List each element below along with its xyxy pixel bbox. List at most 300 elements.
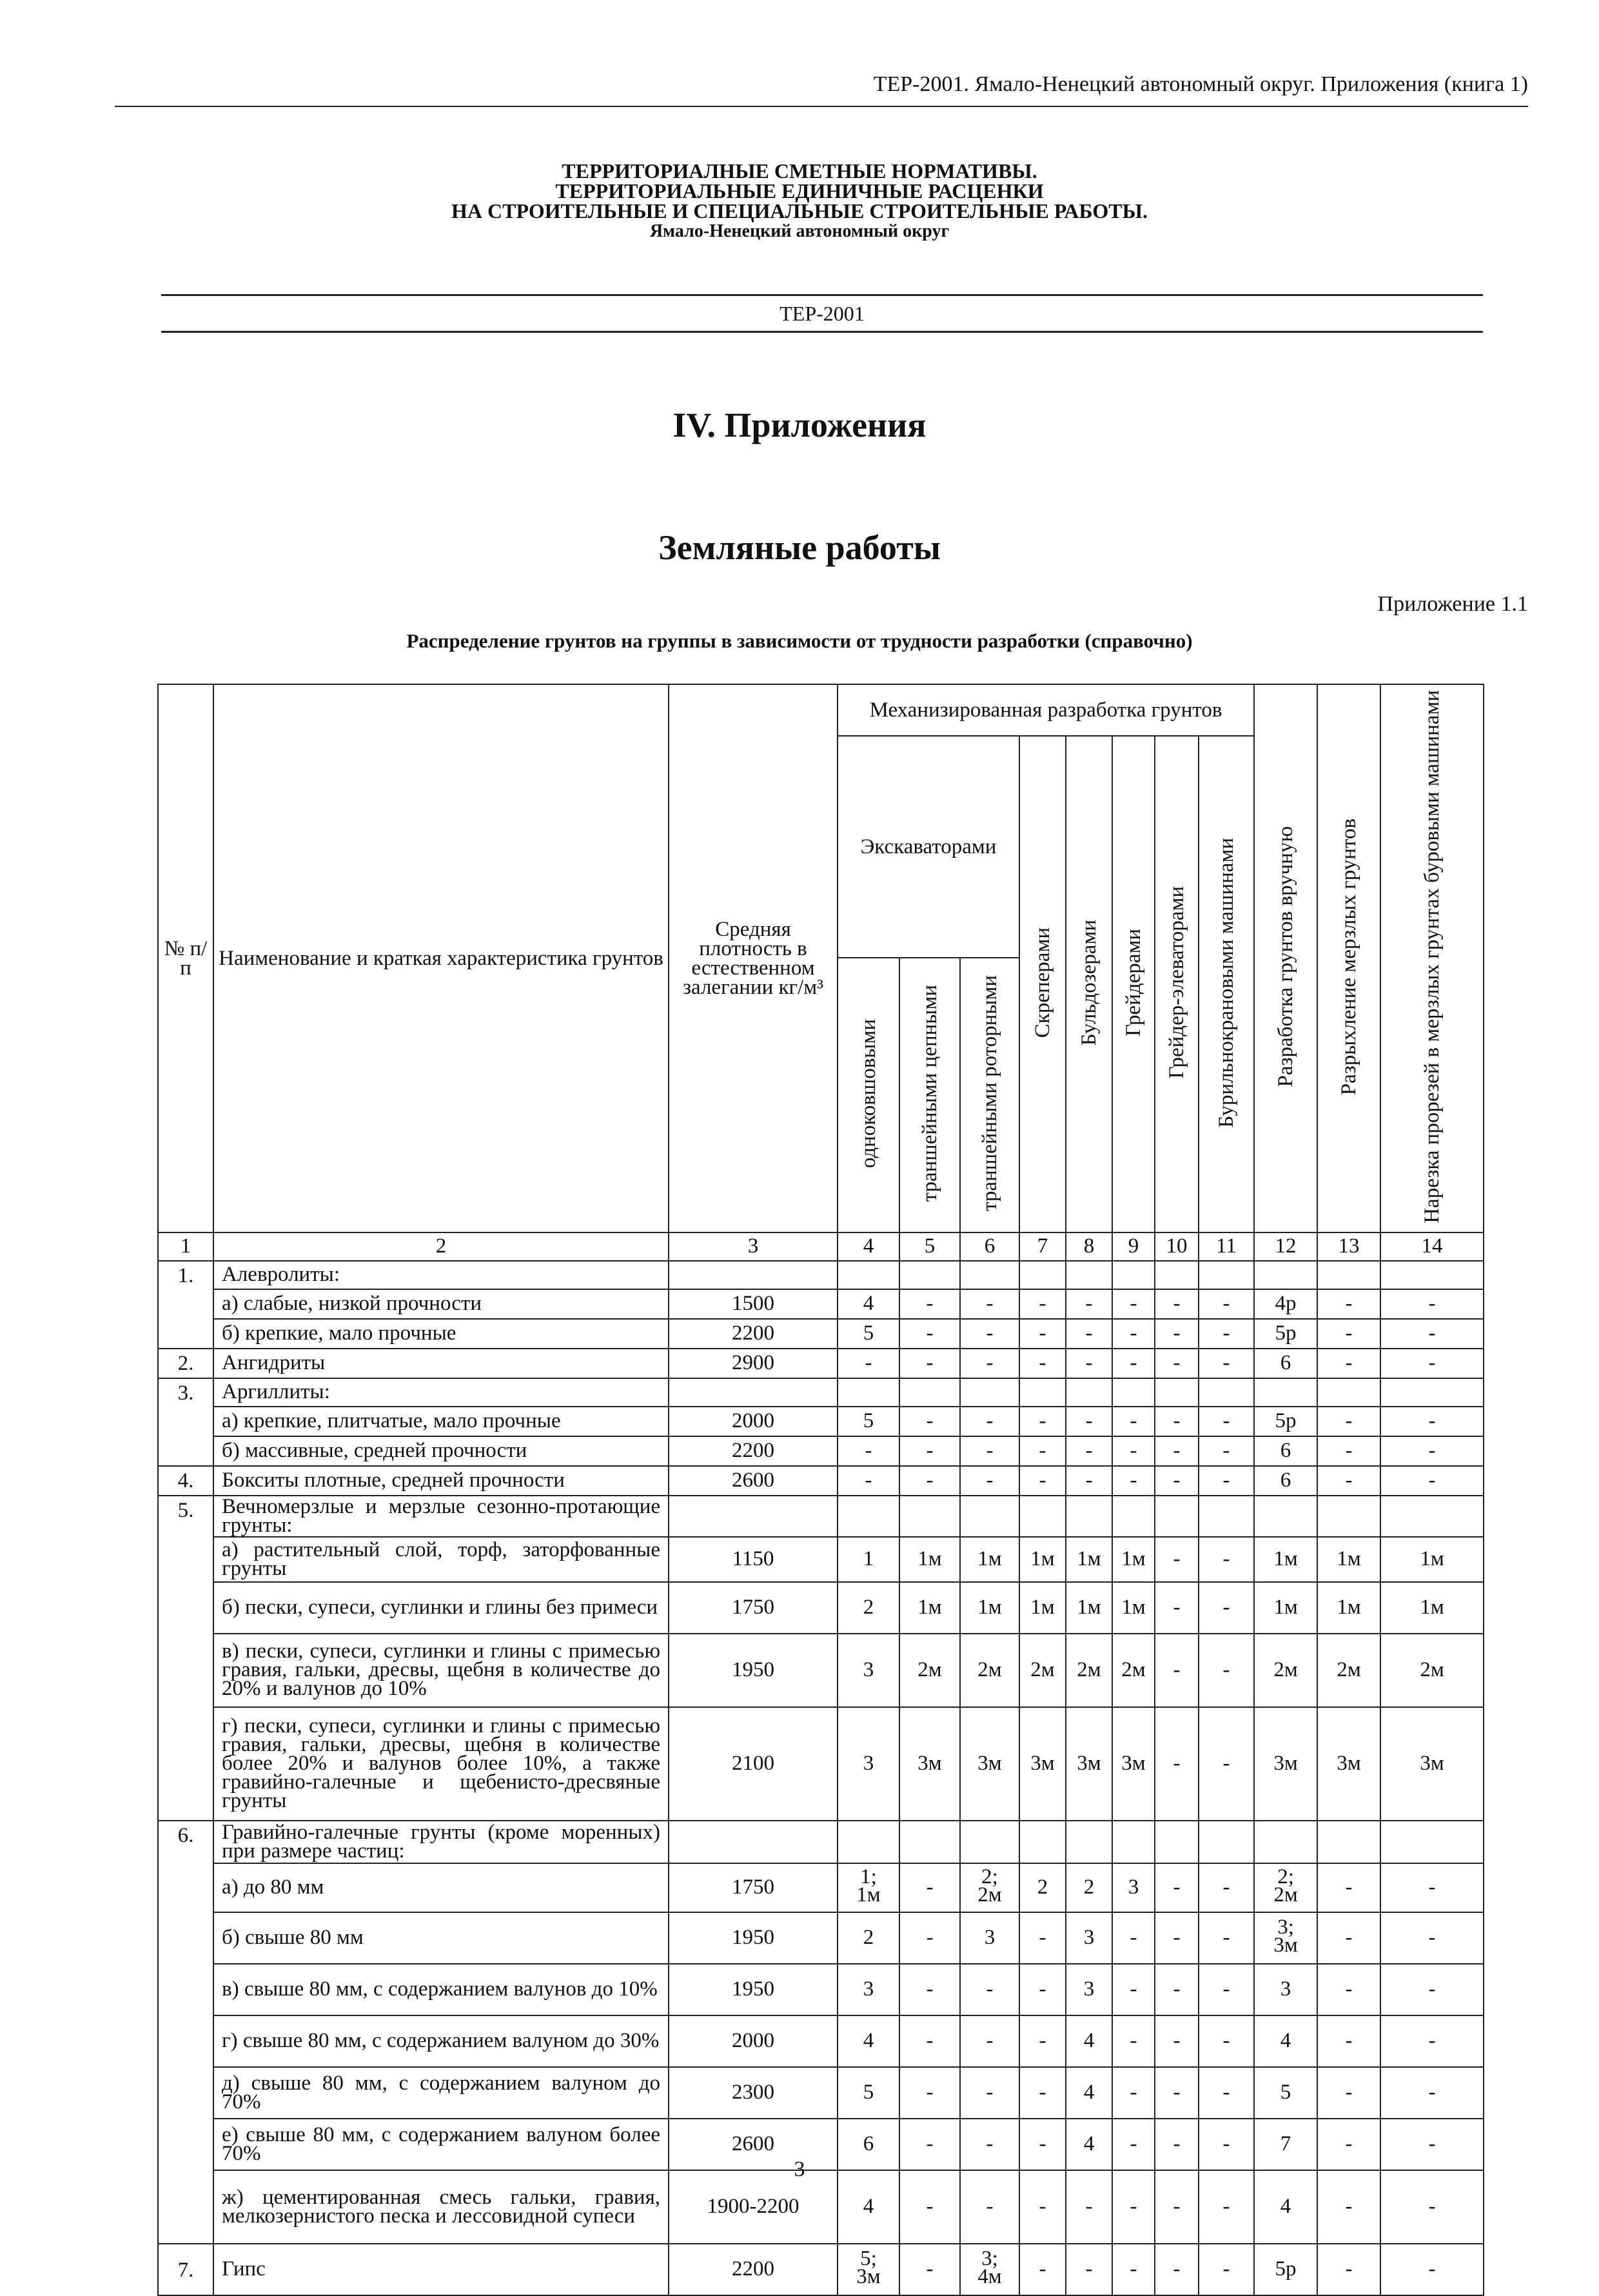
row-density: 2000 [669, 1407, 838, 1436]
cell-col7: - [1019, 2170, 1066, 2244]
cell-col11: - [1199, 2067, 1254, 2119]
row-density: 1950 [669, 1964, 838, 2015]
cell-col13: - [1317, 1289, 1380, 1319]
row-name: б) свыше 80 мм [213, 1912, 669, 1964]
cell-col7: - [1019, 2119, 1066, 2170]
cell-col7: - [1019, 2015, 1066, 2067]
row-density: 2600 [669, 2119, 838, 2170]
row-density: 2200 [669, 1319, 838, 1349]
cell-col7: - [1019, 1319, 1066, 1349]
cell-col6: - [960, 1349, 1019, 1378]
cell-col10: - [1155, 1436, 1199, 1466]
cell-col8: 3 [1066, 1912, 1112, 1964]
row-name: а) растительный слой, торф, заторфованные грунты [213, 1537, 669, 1582]
row-density: 1500 [669, 1289, 838, 1319]
row-number: 4. [158, 1466, 213, 1496]
cell-col10: - [1155, 1707, 1199, 1821]
table-row [158, 2067, 1484, 2119]
group-title: Гравийно-галечные грунты (кроме моренных) при размере частиц: [213, 1821, 669, 1863]
code-bar: ТЕР-2001 [161, 294, 1483, 333]
cell-col8: - [1066, 2170, 1112, 2244]
cell-col8: 4 [1066, 2015, 1112, 2067]
cell-col10: - [1155, 1319, 1199, 1349]
row-density: 2000 [669, 2015, 838, 2067]
cell-col11: - [1199, 1863, 1254, 1912]
cell-col5: - [899, 1407, 960, 1436]
cell-col12: 7 [1254, 2119, 1317, 2170]
cell-col4-bottom: 1м [856, 1883, 881, 1907]
cell-col11: - [1199, 1349, 1254, 1378]
cell-col9: - [1112, 2119, 1155, 2170]
row-name: в) пески, супеси, суглинки и глины с примесью гравия, гальки, дресвы, щебня в количестве до 20% и валунов до 10% [213, 1634, 669, 1707]
row-name: г) свыше 80 мм, с содержанием валуном до 30% [213, 2015, 669, 2067]
cell-col7: 1м [1019, 1582, 1066, 1634]
cell-col6: - [960, 1319, 1019, 1349]
cell-col4: 3 [838, 1634, 899, 1707]
cell-col7: - [1019, 1407, 1066, 1436]
cell-col14: 1м [1380, 1582, 1484, 1634]
cell-col4: 4 [838, 1289, 899, 1319]
table-row [158, 1496, 1484, 1537]
cell-col10: - [1155, 2119, 1199, 2170]
cell-col14: 3м [1380, 1707, 1484, 1821]
cell-col4: 4 [838, 2015, 899, 2067]
cell-col8: 1м [1066, 1537, 1112, 1582]
cell-col14: - [1380, 2119, 1484, 2170]
cell-col4: 6 [838, 2119, 899, 2170]
cell-col10: - [1155, 1407, 1199, 1436]
row-name: ж) цементированная смесь гальки, гравия, мелкозернистого песка и лессовидной супеси [213, 2170, 669, 2244]
row-number: 7. [158, 2244, 213, 2295]
cell-col9: - [1112, 1289, 1155, 1319]
row-density: 2200 [669, 2244, 838, 2295]
running-header: ТЕР-2001. Ямало-Ненецкий автономный округ. Приложения (книга 1) [115, 72, 1528, 107]
header-col12-text: Разработка грунтов вручную [1274, 826, 1298, 1087]
header-excavators: Экскаваторами [838, 736, 1019, 958]
cell-col8: 3м [1066, 1707, 1112, 1821]
cell-col13: - [1317, 1436, 1380, 1466]
cell-col12: 6 [1254, 1349, 1317, 1378]
cell-col4: - [838, 1436, 899, 1466]
row-number: 6. [158, 1821, 213, 2244]
row-number: 3. [158, 1378, 213, 1466]
cell-col10: - [1155, 1289, 1199, 1319]
row-name: б) пески, супеси, суглинки и глины без примеси [213, 1582, 669, 1634]
cell-col8: 4 [1066, 2067, 1112, 2119]
cell-col12 [1254, 1912, 1317, 1964]
cell-col6: - [960, 1289, 1019, 1319]
cell-col4 [838, 2244, 899, 2295]
header-col11 [1199, 736, 1254, 1232]
cell-col13: 2м [1317, 1634, 1380, 1707]
cell-col12: 6 [1254, 1466, 1317, 1496]
colnum-11: 11 [1199, 1232, 1254, 1261]
group-title: Вечномерзлые и мерзлые сезонно-протающие грунты: [213, 1496, 669, 1537]
cell-col11: - [1199, 1634, 1254, 1707]
header-col12 [1254, 684, 1317, 1232]
cell-col5: 1м [899, 1582, 960, 1634]
colnum-13: 13 [1317, 1232, 1380, 1261]
cell-col5: - [899, 1349, 960, 1378]
table-row [158, 1261, 1484, 1289]
cell-col6: 3 [960, 1912, 1019, 1964]
cell-col6: - [960, 2015, 1019, 2067]
cell-col4: 3 [838, 1964, 899, 2015]
row-name: в) свыше 80 мм, с содержанием валунов до 10% [213, 1964, 669, 2015]
table-row [158, 1378, 1484, 1407]
cell-col13: - [1317, 2119, 1380, 2170]
cell-col13: 3м [1317, 1707, 1380, 1821]
cell-col10: - [1155, 1466, 1199, 1496]
header-density [669, 684, 838, 1232]
cell-col9: - [1112, 2015, 1155, 2067]
cell-col13: - [1317, 2015, 1380, 2067]
section-title: IV. Приложения [672, 406, 927, 444]
group-title: Алевролиты: [213, 1261, 669, 1289]
cell-col12: 3м [1254, 1707, 1317, 1821]
table-row [158, 1582, 1484, 1634]
header-col14 [1380, 684, 1484, 1232]
cell-col13: 1м [1317, 1582, 1380, 1634]
cell-col14: - [1380, 1964, 1484, 2015]
cell-col5: - [899, 2170, 960, 2244]
heading-line-1: ТЕРРИТОРИАЛНЫЕ СМЕТНЫЕ НОРМАТИВЫ. [562, 159, 1037, 183]
row-name: Гипс [213, 2244, 669, 2295]
cell-col13: - [1317, 1964, 1380, 2015]
cell-col6: - [960, 2119, 1019, 2170]
heading-line-3: НА СТРОИТЕЛЬНЫЕ И СПЕЦИАЛЬНЫЕ СТРОИТЕЛЬНЫЕ РАБОТЫ. [451, 199, 1148, 223]
cell-col11: - [1199, 1707, 1254, 1821]
colnum-3: 3 [669, 1232, 838, 1261]
cell-col14: - [1380, 1319, 1484, 1349]
cell-col7: 3м [1019, 1707, 1066, 1821]
table-row [158, 1821, 1484, 1863]
cell-col7: - [1019, 2244, 1066, 2295]
cell-col8: - [1066, 1407, 1112, 1436]
cell-col14: 2м [1380, 1634, 1484, 1707]
cell-col11: - [1199, 1912, 1254, 1964]
table-row [158, 1319, 1484, 1349]
cell-col8: - [1066, 2244, 1112, 2295]
cell-col8: - [1066, 1349, 1112, 1378]
cell-col4: 3 [838, 1707, 899, 1821]
cell-col9: 2м [1112, 1634, 1155, 1707]
colnum-12: 12 [1254, 1232, 1317, 1261]
cell-col6: - [960, 1407, 1019, 1436]
row-number: 5. [158, 1496, 213, 1821]
cell-col10: - [1155, 1964, 1199, 2015]
cell-col6: - [960, 1436, 1019, 1466]
cell-col8: 2м [1066, 1634, 1112, 1707]
cell-col12: 2м [1254, 1634, 1317, 1707]
cell-col8: 4 [1066, 2119, 1112, 2170]
cell-col14: - [1380, 1466, 1484, 1496]
header-col4 [838, 958, 899, 1232]
cell-col14: - [1380, 1863, 1484, 1912]
row-name: б) крепкие, мало прочные [213, 1319, 669, 1349]
cell-col8: - [1066, 1436, 1112, 1466]
colnum-1: 1 [158, 1232, 213, 1261]
cell-col12-bottom: 3м [1273, 1934, 1298, 1957]
cell-col13: - [1317, 1349, 1380, 1378]
cell-col7: - [1019, 1912, 1066, 1964]
cell-col12: 4 [1254, 2170, 1317, 2244]
cell-col4-top: 5; [860, 2247, 877, 2271]
cell-col6-top: 3; [981, 2247, 998, 2271]
cell-col4: 2 [838, 1912, 899, 1964]
cell-col14: - [1380, 1407, 1484, 1436]
cell-col9: - [1112, 1964, 1155, 2015]
cell-col9: - [1112, 2067, 1155, 2119]
cell-col8: 2 [1066, 1863, 1112, 1912]
cell-col13: - [1317, 1319, 1380, 1349]
colnum-7: 7 [1019, 1232, 1066, 1261]
row-density: 2600 [669, 1466, 838, 1496]
cell-col9: - [1112, 1349, 1155, 1378]
cell-col12 [1254, 1863, 1317, 1912]
cell-col10: - [1155, 1634, 1199, 1707]
header-col13 [1317, 684, 1380, 1232]
cell-col6: 3м [960, 1707, 1019, 1821]
cell-col9: - [1112, 2170, 1155, 2244]
cell-col4: 5 [838, 1407, 899, 1436]
cell-col4: 5 [838, 2067, 899, 2119]
header-name: Наименование и краткая характеристика грунтов [213, 684, 669, 1232]
cell-col4-bottom: 3м [856, 2265, 881, 2289]
cell-col12: 5р [1254, 2244, 1317, 2295]
header-col14-text: Нарезка прорезей в мерзлых грунтах буровыми машинами [1420, 690, 1444, 1223]
cell-col10: - [1155, 1349, 1199, 1378]
cell-col12: 1м [1254, 1537, 1317, 1582]
header-col7-text: Скреперами [1031, 927, 1054, 1038]
cell-col5: 1м [899, 1537, 960, 1582]
cell-col5: - [899, 2067, 960, 2119]
row-name: а) слабые, низкой прочности [213, 1289, 669, 1319]
row-name: а) до 80 мм [213, 1863, 669, 1912]
cell-col8: 1м [1066, 1582, 1112, 1634]
cell-col5: - [899, 1863, 960, 1912]
row-density: 2100 [669, 1707, 838, 1821]
colnum-14: 14 [1380, 1232, 1484, 1261]
table-row [158, 1537, 1484, 1582]
cell-col11: - [1199, 1466, 1254, 1496]
table-row [158, 1912, 1484, 1964]
table-row [158, 1707, 1484, 1821]
row-name: Ангидриты [213, 1349, 669, 1378]
row-name: а) крепкие, плитчатые, мало прочные [213, 1407, 669, 1436]
cell-col10: - [1155, 1912, 1199, 1964]
cell-col6-bottom: 4м [977, 2265, 1002, 2289]
cell-col5: 3м [899, 1707, 960, 1821]
cell-col9: - [1112, 1319, 1155, 1349]
row-name: Бокситы плотные, средней прочности [213, 1466, 669, 1496]
row-density: 2200 [669, 1436, 838, 1466]
cell-col7: - [1019, 1289, 1066, 1319]
document-heading [0, 161, 1599, 241]
table-row [158, 1466, 1484, 1496]
cell-col11: - [1199, 1582, 1254, 1634]
row-density: 2900 [669, 1349, 838, 1378]
cell-col5: - [899, 1964, 960, 2015]
cell-col13: - [1317, 1466, 1380, 1496]
cell-col12: 5р [1254, 1407, 1317, 1436]
header-col5-text: траншейными цепными [918, 985, 941, 1202]
header-density-text: Средняя плотность в естественном залегании кг/м³ [682, 917, 823, 999]
cell-col6: 2м [960, 1634, 1019, 1707]
cell-col6 [960, 1863, 1019, 1912]
row-density: 1150 [669, 1537, 838, 1582]
cell-col4: 2 [838, 1582, 899, 1634]
cell-col6: 1м [960, 1537, 1019, 1582]
cell-col10: - [1155, 1863, 1199, 1912]
cell-col7: - [1019, 1964, 1066, 2015]
cell-col9: - [1112, 1436, 1155, 1466]
cell-col11: - [1199, 1537, 1254, 1582]
header-col10 [1155, 736, 1199, 1232]
cell-col5: - [899, 2015, 960, 2067]
cell-col11: - [1199, 2015, 1254, 2067]
cell-col4: 5 [838, 1319, 899, 1349]
header-mechanized: Механизированная разработка грунтов [838, 684, 1254, 736]
cell-col14: - [1380, 1436, 1484, 1466]
cell-col7: 2 [1019, 1863, 1066, 1912]
table-row [158, 1634, 1484, 1707]
cell-col10: - [1155, 1537, 1199, 1582]
cell-col7: - [1019, 2067, 1066, 2119]
header-col13-text: Разрыхление мерзлых грунтов [1337, 818, 1361, 1095]
header-col9-text: Грейдерами [1122, 928, 1145, 1036]
cell-col6: - [960, 2170, 1019, 2244]
colnum-4: 4 [838, 1232, 899, 1261]
cell-col8: 3 [1066, 1964, 1112, 2015]
cell-col11: - [1199, 2119, 1254, 2170]
subsection-title: Земляные работы [658, 528, 941, 567]
row-name: г) пески, супеси, суглинки и глины с примесью гравия, гальки, дресвы, щебня в количестве более 20% и валунов более 10%, а также гравийно-галечные и щебенисто-дресвяные грунты [213, 1707, 669, 1821]
header-col8 [1066, 736, 1112, 1232]
soil-groups-table [157, 684, 1484, 2296]
cell-col12: 3 [1254, 1964, 1317, 2015]
cell-col7: 2м [1019, 1634, 1066, 1707]
cell-col14: - [1380, 1912, 1484, 1964]
cell-col12: 6 [1254, 1436, 1317, 1466]
cell-col9: - [1112, 1912, 1155, 1964]
header-col6 [960, 958, 1019, 1232]
row-density: 1900-2200 [669, 2170, 838, 2244]
colnum-9: 9 [1112, 1232, 1155, 1261]
cell-col4: - [838, 1466, 899, 1496]
cell-col5: - [899, 2244, 960, 2295]
cell-col7: 1м [1019, 1537, 1066, 1582]
cell-col8: - [1066, 1289, 1112, 1319]
cell-col6: - [960, 2067, 1019, 2119]
header-col10-text: Грейдер-элеваторами [1165, 886, 1188, 1079]
cell-col6-bottom: 2м [977, 1883, 1002, 1907]
cell-col11: - [1199, 1289, 1254, 1319]
cell-col13: - [1317, 2244, 1380, 2295]
cell-col14: - [1380, 2015, 1484, 2067]
table-row [158, 1289, 1484, 1319]
table-row [158, 1863, 1484, 1912]
cell-col13: - [1317, 2067, 1380, 2119]
header-col5 [899, 958, 960, 1232]
cell-col11: - [1199, 2170, 1254, 2244]
cell-col11: - [1199, 1964, 1254, 2015]
row-density: 1950 [669, 1634, 838, 1707]
colnum-6: 6 [960, 1232, 1019, 1261]
cell-col11: - [1199, 1407, 1254, 1436]
header-num: № п/п [158, 684, 213, 1232]
cell-col10: - [1155, 1582, 1199, 1634]
colnum-10: 10 [1155, 1232, 1199, 1261]
cell-col4 [838, 1863, 899, 1912]
cell-col5: - [899, 1436, 960, 1466]
cell-col13: - [1317, 1912, 1380, 1964]
cell-col12: 5р [1254, 1319, 1317, 1349]
cell-col9: 3 [1112, 1863, 1155, 1912]
cell-col13: - [1317, 1407, 1380, 1436]
appendix-label: Приложение 1.1 [1377, 592, 1528, 616]
cell-col9: - [1112, 2244, 1155, 2295]
row-name: д) свыше 80 мм, с содержанием валуном до 70% [213, 2067, 669, 2119]
row-number: 2. [158, 1349, 213, 1378]
cell-col8: - [1066, 1319, 1112, 1349]
cell-col14: - [1380, 2170, 1484, 2244]
header-col4-text: одноковшовыми [857, 1018, 880, 1168]
cell-col7: - [1019, 1436, 1066, 1466]
cell-col11: - [1199, 1436, 1254, 1466]
cell-col12: 4р [1254, 1289, 1317, 1319]
cell-col12: 4 [1254, 2015, 1317, 2067]
row-name: б) массивные, средней прочности [213, 1436, 669, 1466]
cell-col13: 1м [1317, 1537, 1380, 1582]
cell-col13: - [1317, 2170, 1380, 2244]
cell-col12-bottom: 2м [1273, 1883, 1298, 1907]
cell-col6: 1м [960, 1582, 1019, 1634]
heading-line-2: ТЕРРИТОРИАЛЬНЫЕ ЕДИНИЧНЫЕ РАСЦЕНКИ [555, 179, 1044, 203]
cell-col12-top: 2; [1277, 1865, 1294, 1889]
cell-col14: 1м [1380, 1537, 1484, 1582]
cell-col9: 3м [1112, 1707, 1155, 1821]
cell-col5: 2м [899, 1634, 960, 1707]
page-number: 3 [794, 2157, 805, 2181]
table-row [158, 1964, 1484, 2015]
cell-col4-top: 1; [860, 1865, 877, 1889]
cell-col13: - [1317, 1863, 1380, 1912]
cell-col9: 1м [1112, 1582, 1155, 1634]
header-col8-text: Бульдозерами [1077, 919, 1101, 1046]
group-title: Аргиллиты: [213, 1378, 669, 1407]
cell-col6 [960, 2244, 1019, 2295]
cell-col4: - [838, 1349, 899, 1378]
row-density: 1750 [669, 1863, 838, 1912]
cell-col9: - [1112, 1466, 1155, 1496]
cell-col5: - [899, 1319, 960, 1349]
header-col7 [1019, 736, 1066, 1232]
row-number: 1. [158, 1261, 213, 1349]
cell-col10: - [1155, 2067, 1199, 2119]
cell-col12: 5 [1254, 2067, 1317, 2119]
cell-col6: - [960, 1466, 1019, 1496]
cell-col7: - [1019, 1466, 1066, 1496]
header-col6-text: траншейными роторными [978, 975, 1001, 1212]
cell-col6-top: 2; [981, 1865, 998, 1889]
colnum-5: 5 [899, 1232, 960, 1261]
cell-col4: 1 [838, 1537, 899, 1582]
cell-col14: - [1380, 1349, 1484, 1378]
cell-col7: - [1019, 1349, 1066, 1378]
cell-col12: 1м [1254, 1582, 1317, 1634]
colnum-8: 8 [1066, 1232, 1112, 1261]
